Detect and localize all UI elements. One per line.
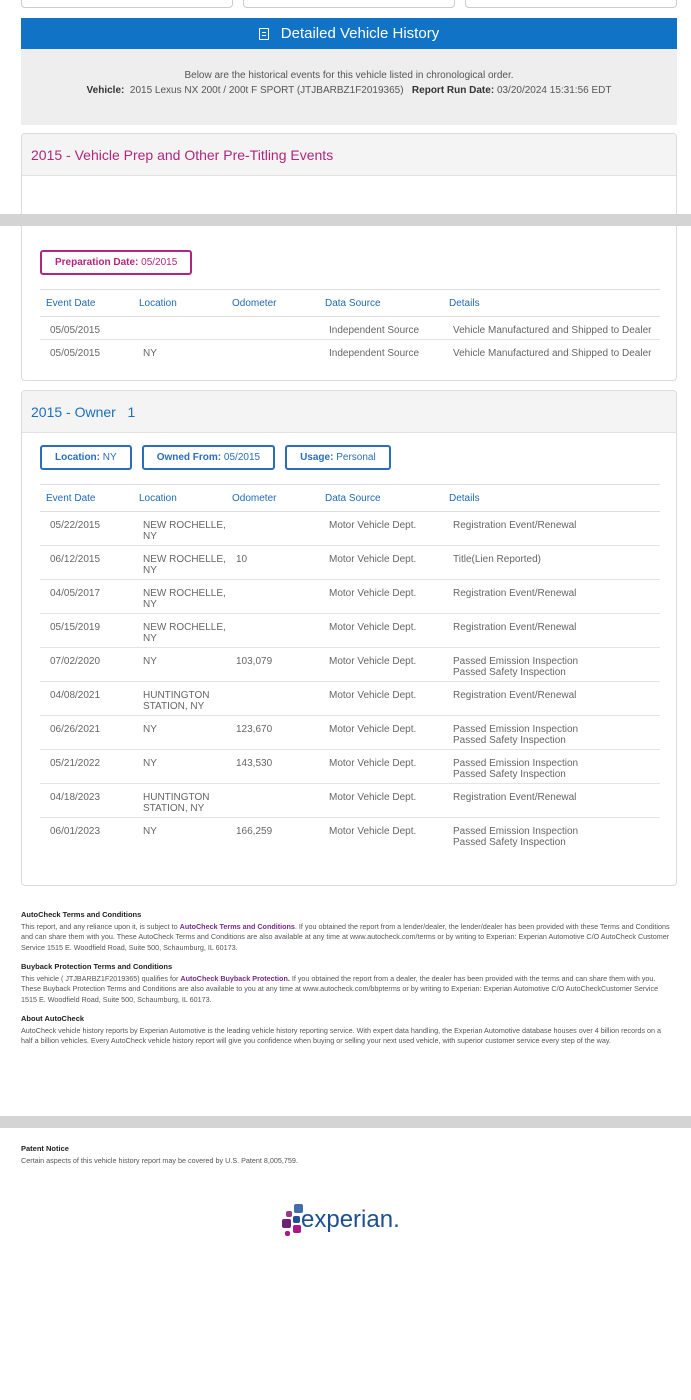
pill-label: Usage: <box>300 452 334 463</box>
owner-events-table <box>40 484 660 851</box>
vehicle-value: 2015 Lexus NX 200t / 200t F SPORT (JTJBARBZ1F2019365) <box>129 85 404 96</box>
report-page-2 <box>0 226 691 1116</box>
logo-dot <box>286 1211 292 1217</box>
cell-details <box>443 682 660 716</box>
table-row <box>40 716 660 750</box>
cell-details <box>443 614 660 648</box>
patent-block <box>21 1144 673 1175</box>
history-intro <box>21 49 677 125</box>
details-line: Passed Emission Inspection <box>453 826 579 837</box>
table-row <box>40 340 660 363</box>
col-odometer: Odometer <box>226 485 319 512</box>
col-location: Location <box>133 290 226 317</box>
cell-odometer: 10 <box>226 546 319 580</box>
prep-section-body <box>21 226 677 381</box>
logo-dot <box>282 1219 291 1228</box>
cell-date: 05/21/2022 <box>40 750 133 784</box>
prep-events-table <box>40 289 660 362</box>
logo-dot <box>285 1231 290 1236</box>
details-line: Passed Safety Inspection <box>453 667 566 678</box>
cell-odometer <box>226 580 319 614</box>
pill-value: 05/2015 <box>223 452 261 463</box>
cell-source: Motor Vehicle Dept. <box>319 784 443 818</box>
cell-details <box>443 750 660 784</box>
owner-title: 2015 - Owner <box>31 403 116 420</box>
logo-dot <box>293 1225 301 1233</box>
col-odometer: Odometer <box>226 290 319 317</box>
history-banner <box>21 18 677 49</box>
cell-source: Motor Vehicle Dept. <box>319 682 443 716</box>
cell-location: HUNTINGTON STATION, NY <box>133 784 226 818</box>
autocheck-terms-title: AutoCheck Terms and Conditions <box>21 910 142 919</box>
logo-wordmark: experian. <box>301 1206 400 1233</box>
cell-source: Motor Vehicle Dept. <box>319 648 443 682</box>
experian-logo <box>282 1200 432 1250</box>
cell-date: 05/15/2019 <box>40 614 133 648</box>
table-row <box>40 546 660 580</box>
cell-location: NY <box>143 348 157 359</box>
details-line: Passed Safety Inspection <box>453 735 566 746</box>
about-autocheck-text: AutoCheck vehicle history reports by Experian Automotive is the leading vehicle history reporting service. With expert data handling, the Experian Automotive database houses over 4 billion records on a half a billion vehicles. Every AutoCheck vehicle history report will give you confidence when buying or selling your next used vehicle, with superior customer service every step of the way. <box>21 1025 662 1045</box>
cell-odometer <box>226 784 319 818</box>
preparation-date-label: Preparation Date: <box>55 257 139 268</box>
report-date-value: 03/20/2024 15:31:56 EDT <box>496 85 612 96</box>
cell-odometer: 143,530 <box>226 750 319 784</box>
report-date-label: Report Run Date: <box>411 85 495 96</box>
col-details: Details <box>443 290 660 317</box>
cell-date: 06/26/2021 <box>40 716 133 750</box>
about-autocheck-title: About AutoCheck <box>21 1014 85 1023</box>
cell-odometer <box>226 512 319 546</box>
cell-odometer: 166,259 <box>236 826 273 837</box>
top-tab-3[interactable] <box>465 0 677 8</box>
buyback-terms-title: Buyback Protection Terms and Conditions <box>21 962 173 971</box>
cell-source: Motor Vehicle Dept. <box>319 716 443 750</box>
usage-pill <box>285 445 391 470</box>
details-line: Passed Emission Inspection <box>453 758 579 769</box>
cell-source: Motor Vehicle Dept. <box>329 826 417 837</box>
cell-odometer <box>226 682 319 716</box>
table-row <box>40 317 660 340</box>
buyback-terms-post: If you obtained the report from a dealer, the dealer has been provided with the terms and can share them with you. These Buyback Protection Terms and Conditions are also available to you at any time at www.autocheck.com/bbpterms or by writing to Experian: Experian Automotive C/O AutoCheckCustomer Service 1515 E. Woodfield Road, Suite 500, Schaumburg, IL 60173. <box>21 973 659 1004</box>
details-line: Title(Lien Reported) <box>453 554 542 565</box>
owner-number: 1 <box>127 403 136 420</box>
top-tab-2[interactable] <box>243 0 455 8</box>
top-tab-1[interactable] <box>21 0 233 8</box>
table-row <box>40 512 660 546</box>
cell-date: 05/22/2015 <box>40 512 133 546</box>
cell-date: 05/05/2015 <box>50 348 101 359</box>
col-data-source: Data Source <box>319 485 443 512</box>
col-event-date: Event Date <box>40 290 133 317</box>
cell-details: Vehicle Manufactured and Shipped to Dealer <box>453 348 652 359</box>
patent-text: Certain aspects of this vehicle history report may be covered by U.S. Patent 8,005,759. <box>21 1155 298 1165</box>
cell-date: 04/18/2023 <box>40 784 133 818</box>
table-row <box>40 750 660 784</box>
details-line: Registration Event/Renewal <box>453 690 577 701</box>
details-line: Registration Event/Renewal <box>453 622 577 633</box>
top-tabs <box>21 0 677 8</box>
cell-source: Independent Source <box>319 317 443 340</box>
pill-value: Personal <box>336 452 376 463</box>
intro-line: Below are the historical events for this vehicle listed in chronological order. <box>184 70 514 81</box>
cell-location: NY <box>133 716 226 750</box>
pill-label: Location: <box>55 452 100 463</box>
table-row <box>40 818 660 852</box>
table-row <box>40 580 660 614</box>
autocheck-terms-pre: This report, and any reliance upon it, is subject to <box>21 921 178 931</box>
cell-source: Motor Vehicle Dept. <box>319 580 443 614</box>
cell-location: NY <box>133 750 226 784</box>
pill-label: Owned From: <box>156 452 222 463</box>
vehicle-line <box>21 83 677 98</box>
cell-details: Vehicle Manufactured and Shipped to Dealer <box>443 317 660 340</box>
terms-block <box>21 910 673 1056</box>
cell-details <box>443 512 660 546</box>
details-line: Registration Event/Renewal <box>453 520 577 531</box>
col-details: Details <box>443 485 660 512</box>
cell-odometer <box>226 340 319 363</box>
owner-section-title <box>22 391 676 433</box>
cell-details <box>443 648 660 682</box>
details-line: Passed Emission Inspection <box>453 656 579 667</box>
cell-date: 07/02/2020 <box>40 648 133 682</box>
owned-from-pill <box>142 445 275 470</box>
cell-source: Independent Source <box>329 348 420 359</box>
prep-section-title: 2015 - Vehicle Prep and Other Pre-Titling Events <box>22 134 676 176</box>
location-pill <box>40 445 132 470</box>
col-data-source: Data Source <box>319 290 443 317</box>
preparation-date-value: 05/2015 <box>141 257 178 268</box>
table-row <box>40 648 660 682</box>
details-line: Passed Safety Inspection <box>453 837 566 848</box>
table-row <box>40 614 660 648</box>
buyback-terms-text <box>21 974 673 1006</box>
logo-dot <box>293 1216 300 1223</box>
details-line: Passed Emission Inspection <box>453 724 579 735</box>
cell-odometer: 103,079 <box>226 648 319 682</box>
autocheck-terms-post: . If you obtained the report from a lender/dealer, the lender/dealer has been provided with these Terms and Conditions and can share them with you. These AutoCheck Terms and Conditions are also available at any time at www.autocheck.com/terms or by writing to Experian: Experian Automotive C/O AutoCheck Customer Service 1515 E. Woodfield Road, Suite 500, Schaumburg, IL 60173. <box>21 921 670 952</box>
details-line: Registration Event/Renewal <box>453 588 577 599</box>
cell-location <box>133 317 226 340</box>
details-line: Registration Event/Renewal <box>453 792 577 803</box>
cell-odometer: 123,670 <box>226 716 319 750</box>
cell-details <box>443 580 660 614</box>
patent-title: Patent Notice <box>21 1144 69 1153</box>
cell-location: NY <box>133 648 226 682</box>
cell-details <box>443 716 660 750</box>
cell-details <box>443 546 660 580</box>
cell-location: NY <box>143 826 157 837</box>
cell-details <box>443 784 660 818</box>
cell-source: Motor Vehicle Dept. <box>319 614 443 648</box>
cell-date: 06/12/2015 <box>40 546 133 580</box>
cell-details <box>443 818 660 852</box>
cell-date: 04/05/2017 <box>40 580 133 614</box>
cell-source: Motor Vehicle Dept. <box>319 750 443 784</box>
table-row <box>40 784 660 818</box>
details-line: Passed Safety Inspection <box>453 769 566 780</box>
banner-title: Detailed Vehicle History <box>280 25 440 42</box>
preparation-date-pill <box>40 250 192 275</box>
autocheck-terms-text <box>21 922 673 954</box>
cell-location: NEW ROCHELLE, NY <box>133 512 226 546</box>
prep-section-head <box>21 133 677 214</box>
cell-location: HUNTINGTON STATION, NY <box>133 682 226 716</box>
col-location: Location <box>133 485 226 512</box>
autocheck-terms-link[interactable]: AutoCheck Terms and Conditions <box>179 921 295 931</box>
owner-section <box>21 390 677 886</box>
cell-date: 06/01/2023 <box>50 826 101 837</box>
buyback-protection-link[interactable]: AutoCheck Buyback Protection. <box>180 973 290 983</box>
cell-date: 05/05/2015 <box>40 317 133 340</box>
prep-table-header <box>40 290 660 317</box>
cell-source: Motor Vehicle Dept. <box>319 546 443 580</box>
document-icon <box>259 28 269 40</box>
cell-location: NEW ROCHELLE, NY <box>133 546 226 580</box>
cell-odometer <box>226 614 319 648</box>
cell-odometer <box>226 317 319 340</box>
owner-table-header <box>40 485 660 512</box>
table-row <box>40 682 660 716</box>
buyback-terms-pre: This vehicle ( JTJBARBZ1F2019365) qualifies for <box>21 973 179 983</box>
cell-source: Motor Vehicle Dept. <box>319 512 443 546</box>
cell-date: 04/08/2021 <box>40 682 133 716</box>
col-event-date: Event Date <box>40 485 133 512</box>
pill-value: NY <box>102 452 117 463</box>
vehicle-label: Vehicle: <box>86 85 125 96</box>
report-page-1 <box>0 0 691 214</box>
report-page-3 <box>0 1128 691 1400</box>
cell-location: NEW ROCHELLE, NY <box>133 614 226 648</box>
cell-location: NEW ROCHELLE, NY <box>133 580 226 614</box>
